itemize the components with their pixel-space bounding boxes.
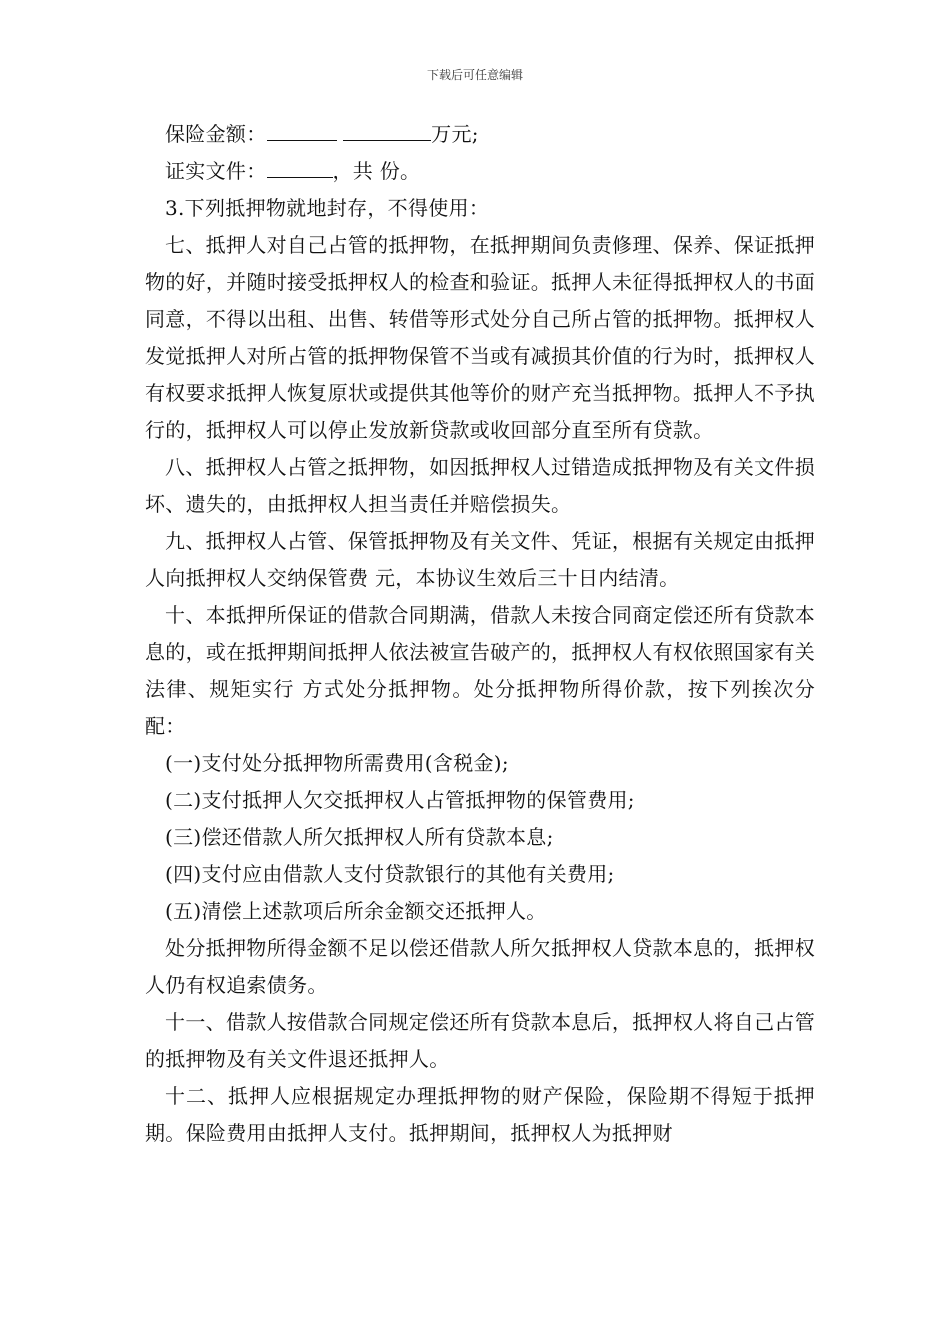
insurance-amount-unit: 万元; xyxy=(431,122,479,146)
insurance-amount-blank-1 xyxy=(267,118,337,141)
paragraph: 处分抵押物所得金额不足以偿还借款人所欠抵押权人贷款本息的，抵押权人仍有权追索债务。 xyxy=(145,936,815,997)
insurance-amount-blank-2 xyxy=(343,118,431,141)
paragraph: 九、抵押权人占管、保管抵押物及有关文件、凭证，根据有关规定由抵押人向抵押权人交纳保管费 元，本协议生效后三十日内结清。 xyxy=(145,529,815,590)
proof-document-line xyxy=(145,153,815,190)
paragraph: 十二、抵押人应根据规定办理抵押物的财产保险，保险期不得短于抵押期。保险费用由抵押人支付。抵押期间，抵押权人为抵押财 xyxy=(145,1084,815,1145)
proof-document-suffix: ，共 份。 xyxy=(332,159,421,183)
paragraph: 十、本抵押所保证的借款合同期满，借款人未按合同商定偿还所有贷款本息的，或在抵押期间抵押人依法被宣告破产的，抵押权人有权依照国家有关法律、规矩实行 方式处分抵押物。处分抵押物所得价款，按下列挨次分配： xyxy=(145,603,815,738)
paragraph: 八、抵押权人占管之抵押物，如因抵押权人过错造成抵押物及有关文件损坏、遗失的，由抵押权人担当责任并赔偿损失。 xyxy=(145,455,815,516)
document-body xyxy=(145,116,815,1152)
page-header: 下载后可任意编辑 xyxy=(426,68,523,82)
list-item: (四)支付应由借款人支付贷款银行的其他有关费用; xyxy=(165,862,615,886)
paragraph: 3.下列抵押物就地封存，不得使用： xyxy=(165,196,490,220)
paragraph: 七、抵押人对自己占管的抵押物，在抵押期间负责修理、保养、保证抵押物的好，并随时接受抵押权人的检查和验证。抵押人未征得抵押权人的书面同意，不得以出租、出售、转借等形式处分自己所占管的抵押物。抵押权人发觉抵押人对所占管的抵押物保管不当或有减损其价值的行为时，抵押权人有权要求抵押人恢复原状或提供其他等价的财产充当抵押物。抵押人不予执行的，抵押权人可以停止发放新贷款或收回部分直至所有贷款。 xyxy=(145,233,815,442)
proof-document-blank xyxy=(267,155,333,178)
list-item: (五)清偿上述款项后所余金额交还抵押人。 xyxy=(165,899,547,923)
insurance-amount-line xyxy=(145,116,815,153)
list-item: (三)偿还借款人所欠抵押权人所有贷款本息; xyxy=(165,825,554,849)
insurance-amount-label: 保险金额： xyxy=(165,122,267,146)
list-item: (二)支付抵押人欠交抵押权人占管抵押物的保管费用; xyxy=(165,788,635,812)
proof-document-label: 证实文件： xyxy=(165,159,267,183)
paragraph: 十一、借款人按借款合同规定偿还所有贷款本息后，抵押权人将自己占管的抵押物及有关文件退还抵押人。 xyxy=(145,1010,815,1071)
list-item: (一)支付处分抵押物所需费用(含税金); xyxy=(165,751,509,775)
